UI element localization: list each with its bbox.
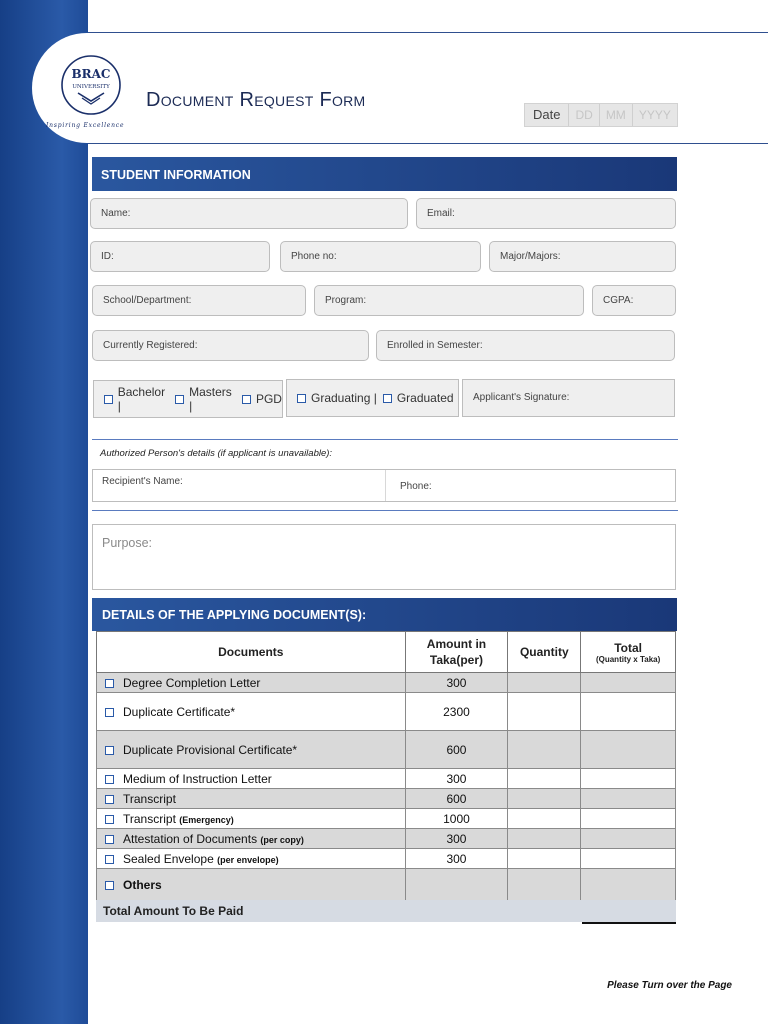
total-cell[interactable] (581, 849, 676, 869)
quantity-cell[interactable] (508, 693, 581, 731)
document-cell (97, 809, 406, 829)
total-cell[interactable] (581, 693, 676, 731)
id-field[interactable]: ID: (90, 241, 270, 272)
authorized-top-rule (92, 439, 678, 440)
quantity-cell[interactable] (508, 869, 581, 902)
recipient-name-field[interactable]: Recipient's Name: (102, 476, 183, 487)
amount-cell: 300 (405, 829, 508, 849)
enrolled-semester-field[interactable]: Enrolled in Semester: (376, 330, 675, 361)
total-cell[interactable] (581, 769, 676, 789)
total-cell[interactable] (581, 829, 676, 849)
header-top-rule (88, 32, 768, 33)
document-cell (97, 869, 406, 902)
col-total (581, 632, 676, 673)
amount-cell: 300 (405, 673, 508, 693)
logo-text-brac: BRAC (71, 67, 111, 81)
table-row (97, 829, 676, 849)
turn-over-note: Please Turn over the Page (607, 980, 732, 991)
purpose-field[interactable] (92, 524, 676, 590)
logo-tagline: Inspiring Excellence (46, 122, 125, 129)
document-note: (Emergency) (179, 814, 234, 825)
document-label: Others (123, 878, 162, 892)
document-label: Sealed Envelope (123, 851, 214, 866)
graduated-checkbox[interactable] (383, 394, 392, 403)
email-field[interactable]: Email: (416, 198, 676, 229)
document-cell (97, 789, 406, 809)
col-total-label: Total (614, 640, 642, 655)
document-cell (97, 849, 406, 869)
col-amount-line2: Taka(per) (429, 653, 484, 667)
document-note: (per envelope) (217, 854, 279, 865)
amount-cell: 600 (405, 789, 508, 809)
masters-checkbox[interactable] (175, 395, 184, 404)
currently-registered-field[interactable]: Currently Registered: (92, 330, 369, 361)
quantity-cell[interactable] (508, 769, 581, 789)
document-label: Transcript (123, 791, 176, 806)
graduating-checkbox[interactable] (297, 394, 306, 403)
page-title: Document Request Form (146, 89, 366, 111)
document-cell (97, 673, 406, 693)
col-total-sub: (Quantity x Taka) (595, 654, 661, 664)
date-month-input[interactable]: MM (599, 104, 632, 126)
document-label: Degree Completion Letter (123, 675, 261, 690)
document-cell (97, 731, 406, 769)
details-heading: DETAILS OF THE APPLYING DOCUMENT(S): (92, 598, 677, 631)
pgd-label: PGD (255, 392, 282, 406)
table-row (97, 731, 676, 769)
amount-cell (405, 869, 508, 902)
program-field[interactable]: Program: (314, 285, 584, 316)
document-label: Attestation of Documents (123, 831, 258, 846)
total-amount-label: Total Amount To Be Paid (96, 900, 676, 922)
total-cell[interactable] (581, 809, 676, 829)
quantity-cell[interactable] (508, 849, 581, 869)
document-label: Medium of Instruction Letter (123, 771, 272, 786)
document-note: (per copy) (260, 834, 304, 845)
bachelor-checkbox[interactable] (104, 395, 113, 404)
table-row (97, 849, 676, 869)
documents-table (96, 631, 676, 902)
total-cell[interactable] (581, 789, 676, 809)
name-field[interactable]: Name: (90, 198, 408, 229)
quantity-cell[interactable] (508, 731, 581, 769)
date-year-input[interactable]: YYYY (632, 104, 677, 126)
col-amount (405, 632, 508, 673)
quantity-cell[interactable] (508, 789, 581, 809)
document-label: Duplicate Provisional Certificate* (123, 742, 298, 757)
major-field[interactable]: Major/Majors: (489, 241, 676, 272)
bachelor-label: Bachelor | (117, 385, 166, 413)
left-sidebar-band (0, 0, 88, 1024)
document-checkbox[interactable] (105, 708, 114, 717)
document-checkbox[interactable] (105, 795, 114, 804)
recipient-phone-field[interactable]: Phone: (400, 481, 432, 492)
table-row (97, 693, 676, 731)
document-cell (97, 769, 406, 789)
total-amount-field[interactable] (582, 922, 676, 924)
authorized-bottom-rule (92, 510, 678, 511)
col-documents: Documents (97, 632, 406, 673)
quantity-cell[interactable] (508, 829, 581, 849)
document-checkbox[interactable] (105, 746, 114, 755)
document-checkbox[interactable] (105, 835, 114, 844)
col-amount-line1: Amount in (426, 637, 487, 651)
table-header-row (97, 632, 676, 673)
amount-cell: 300 (405, 849, 508, 869)
student-info-heading: STUDENT INFORMATION (92, 157, 677, 191)
amount-cell: 2300 (405, 693, 508, 731)
quantity-cell[interactable] (508, 673, 581, 693)
amount-cell: 600 (405, 731, 508, 769)
table-row (97, 673, 676, 693)
date-label: Date (533, 107, 561, 122)
table-row (97, 769, 676, 789)
document-checkbox[interactable] (105, 775, 114, 784)
document-checkbox[interactable] (105, 881, 114, 890)
pgd-checkbox[interactable] (242, 395, 251, 404)
graduated-label: Graduated (396, 391, 454, 405)
table-row (97, 789, 676, 809)
document-checkbox[interactable] (105, 855, 114, 864)
recipient-divider (385, 470, 386, 501)
amount-cell: 300 (405, 769, 508, 789)
document-cell (97, 693, 406, 731)
quantity-cell[interactable] (508, 809, 581, 829)
school-department-field[interactable]: School/Department: (92, 285, 306, 316)
masters-label: Masters | (189, 385, 232, 413)
document-checkbox[interactable] (105, 815, 114, 824)
date-day-input[interactable]: DD (568, 104, 598, 126)
header-bottom-rule (88, 143, 768, 144)
phone-field[interactable]: Phone no: (280, 241, 481, 272)
total-cell[interactable] (581, 673, 676, 693)
date-field[interactable] (524, 103, 678, 127)
authorized-person-note: Authorized Person's details (if applicant is unavailable): (100, 448, 333, 459)
total-cell[interactable] (581, 869, 676, 902)
graduation-status-options (286, 379, 459, 417)
total-cell[interactable] (581, 731, 676, 769)
document-checkbox[interactable] (105, 679, 114, 688)
table-row (97, 809, 676, 829)
document-label: Duplicate Certificate* (123, 704, 236, 719)
table-row (97, 869, 676, 902)
amount-cell: 1000 (405, 809, 508, 829)
logo-text-university: UNIVERSITY (72, 84, 110, 90)
graduating-label: Graduating | (311, 391, 377, 405)
brac-university-logo (60, 54, 122, 116)
col-quantity: Quantity (508, 632, 581, 673)
purpose-label: Purpose: (102, 536, 153, 550)
degree-level-options (93, 380, 283, 418)
cgpa-field[interactable]: CGPA: (592, 285, 676, 316)
document-label: Transcript (123, 811, 176, 826)
document-cell (97, 829, 406, 849)
applicant-signature-field[interactable]: Applicant's Signature: (462, 379, 675, 417)
